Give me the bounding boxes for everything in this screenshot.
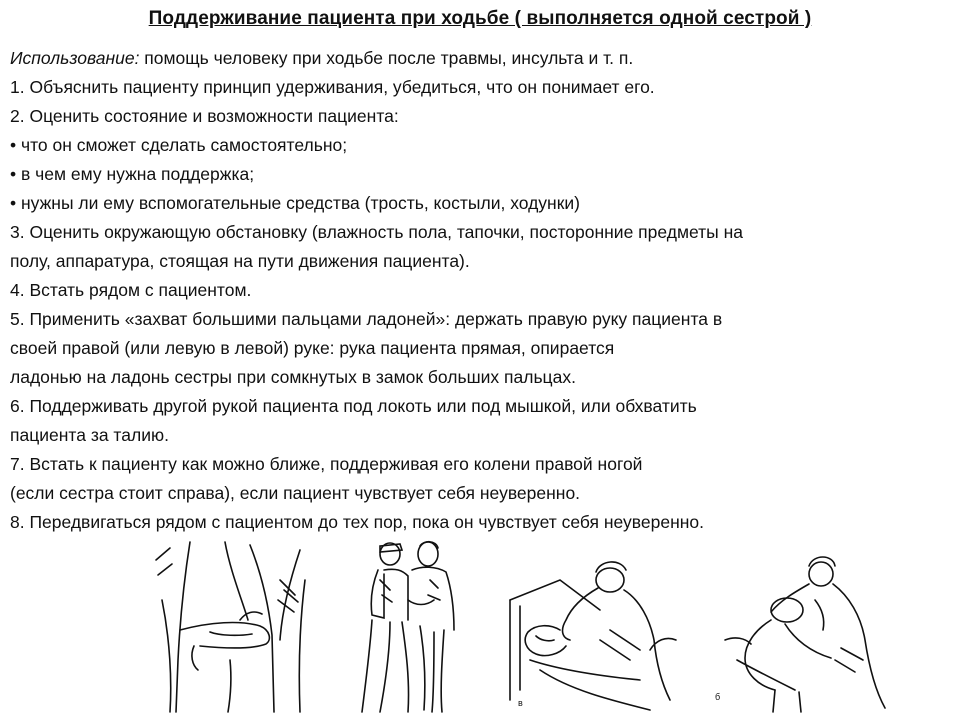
step-line-5a: 5. Применить «захват большими пальцами ладоней»: держать правую руку пациента в — [10, 309, 723, 329]
bullet-line-1: • что он сможет сделать самостоятельно; — [10, 135, 348, 155]
step-line-6b: пациента за талию. — [10, 425, 169, 445]
hand-grip-illustration — [150, 540, 320, 715]
step-line-5b: своей правой (или левую в левой) руке: рука пациента прямая, опирается — [10, 338, 615, 358]
step-line-1: 1. Объяснить пациенту принцип удерживания, убедиться, что он понимает его. — [10, 77, 655, 97]
step-line-3b: полу, аппаратура, стоящая на пути движения пациента). — [10, 251, 470, 271]
step-line-7b: (если сестра стоит справа), если пациент чувствует себя неуверенно. — [10, 483, 581, 503]
illustrations — [150, 540, 910, 715]
step-line-2: 2. Оценить состояние и возможности пациента: — [10, 106, 399, 126]
walking-support-illustration — [350, 540, 480, 715]
step-line-8: 8. Передвигаться рядом с пациентом до тех пор, пока он чувствует себя неуверенно. — [10, 512, 705, 532]
step-line-6a: 6. Поддерживать другой рукой пациента под локоть или под мышкой, или обхватить — [10, 396, 697, 416]
step-line-5c: ладонью на ладонь сестры при сомкнутых в замок больших пальцах. — [10, 367, 576, 387]
usage-line — [10, 44, 955, 73]
instructions-text — [10, 44, 955, 537]
bed-edge-support-illustration — [715, 540, 890, 715]
page-title: Поддерживание пациента при ходьбе ( выполняется одной сестрой ) — [148, 8, 812, 29]
figure-label: б — [715, 692, 721, 702]
figure-label: в — [518, 698, 523, 708]
bed-support-illustration — [500, 540, 690, 715]
step-line-7a: 7. Встать к пациенту как можно ближе, поддерживая его колени правой ногой — [10, 454, 643, 474]
step-line-3a: 3. Оценить окружающую обстановку (влажность пола, тапочки, посторонние предметы на — [10, 222, 743, 242]
bullet-line-3: • нужны ли ему вспомогательные средства (трость, костыли, ходунки) — [10, 193, 580, 213]
usage-text: помощь человеку при ходьбе после травмы, инсульта и т. п. — [139, 48, 634, 68]
bullet-line-2: • в чем ему нужна поддержка; — [10, 164, 255, 184]
step-line-4: 4. Встать рядом с пациентом. — [10, 280, 252, 300]
usage-label: Использование: — [10, 48, 140, 68]
